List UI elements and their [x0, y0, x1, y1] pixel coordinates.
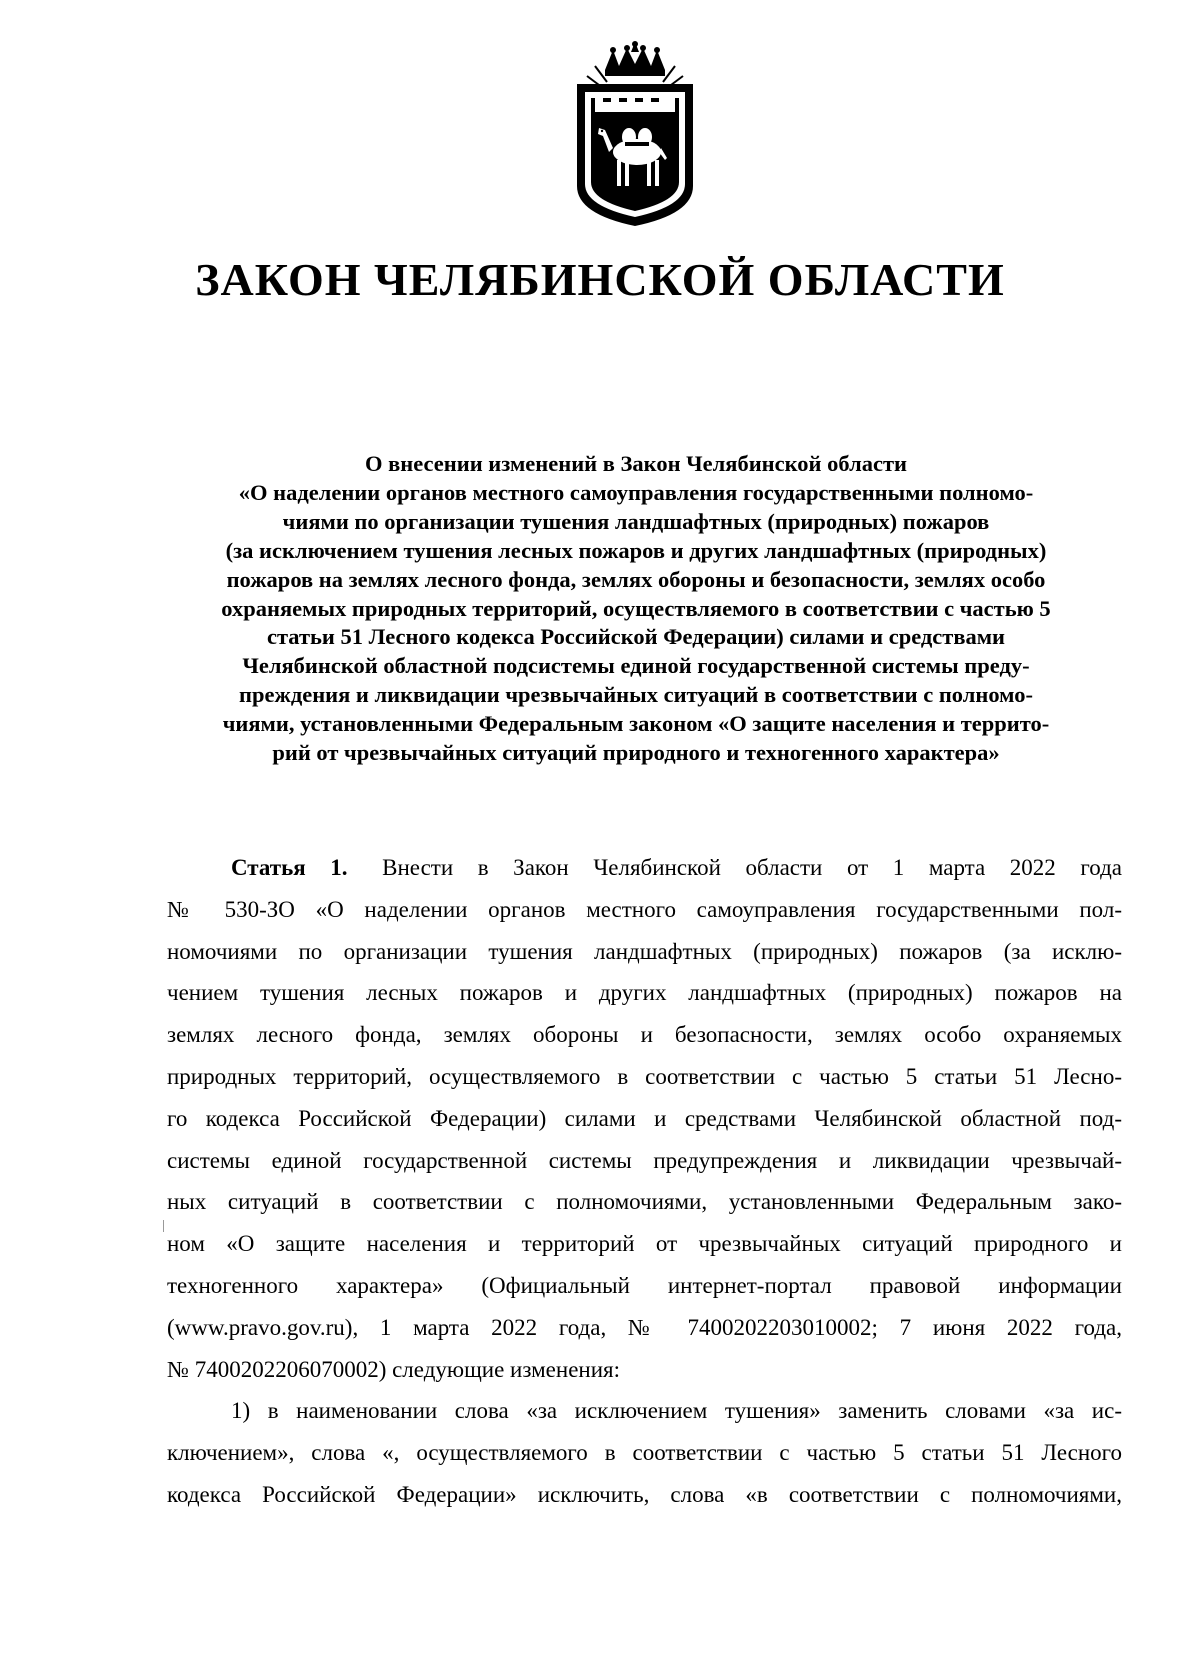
article-1-first-line: [167, 847, 1122, 889]
subject-line: статьи 51 Лесного кодекса Российской Федерации) силами и средствами: [266, 624, 1006, 650]
article-text-line: № 530-ЗО «О наделении органов местного самоуправления государственными пол-: [167, 896, 1122, 922]
subject-line: пожаров на землях лесного фонда, землях обороны и безопасности, землях особо: [226, 566, 1046, 592]
article-label: Статья 1.: [231, 855, 348, 880]
subject-line: чиями, установленными Федеральным законом «О защите населения и террито-: [222, 711, 1050, 737]
article-text-line: чением тушения лесных пожаров и других ландшафтных (природных) пожаров на: [167, 980, 1122, 1006]
subject-line: рий от чрезвычайных ситуаций природного и техногенного характера»: [272, 740, 1000, 766]
item-text-line: кодекса Российской Федерации» исключить, слова «в соответствии с полномочиями,: [167, 1481, 1122, 1507]
law-subject: [150, 450, 1122, 768]
subject-line: Челябинской областной подсистемы единой государственной системы преду-: [242, 653, 1030, 679]
subject-line: «О наделении органов местного самоуправления государственными полномо-: [238, 479, 1034, 505]
article-text-line: ных ситуаций в соответствии с полномочиями, установленными Федеральным зако-: [167, 1189, 1122, 1215]
subject-line: (за исключением тушения лесных пожаров и других ландшафтных (природных): [225, 537, 1047, 563]
chelyabinsk-coat-of-arms-icon: [565, 36, 705, 231]
law-title: ЗАКОН ЧЕЛЯБИНСКОЙ ОБЛАСТИ: [195, 254, 1005, 305]
subject-line: охраняемых природных территорий, осуществляемого в соответствии с частью 5: [221, 595, 1051, 621]
margin-mark: [163, 1220, 164, 1232]
article-text-line: (www.pravo.gov.ru), 1 марта 2022 года, № 7400202203010002; 7 июня 2022 года,: [167, 1314, 1122, 1340]
subject-line: преждения и ликвидации чрезвычайных ситуаций в соответствии с полномо-: [239, 682, 1033, 708]
subject-line: О внесении изменений в Закон Челябинской области: [365, 451, 907, 476]
article-text-line: системы единой государственной системы предупреждения и ликвидации чрезвычай-: [167, 1147, 1122, 1173]
subject-line: чиями по организации тушения ландшафтных (природных) пожаров: [282, 508, 990, 534]
item-1-first-line: 1) в наименовании слова «за исключением тушения» заменить словами «за ис-: [231, 1398, 1122, 1424]
article-text-line: номочиями по организации тушения ландшафтных (природных) пожаров (за исклю-: [167, 938, 1122, 964]
article-text-line: № 7400202206070002) следующие изменения:: [167, 1356, 620, 1382]
law-body: [167, 847, 1122, 1516]
article-text: Внести в Закон Челябинской области от 1 марта 2022 года: [382, 855, 1123, 880]
article-text-line: го кодекса Российской Федерации) силами и средствами Челябинской областной под-: [167, 1105, 1122, 1131]
article-text-line: техногенного характера» (Официальный интернет-портал правовой информации: [167, 1272, 1122, 1298]
article-text-line: землях лесного фонда, землях обороны и безопасности, землях особо охраняемых: [167, 1022, 1122, 1048]
item-text-line: ключением», слова «, осуществляемого в соответствии с частью 5 статьи 51 Лесного: [167, 1440, 1122, 1466]
article-text-line: природных территорий, осуществляемого в соответствии с частью 5 статьи 51 Лесно-: [167, 1063, 1122, 1089]
article-text-line: ном «О защите населения и территорий от чрезвычайных ситуаций природного и: [167, 1231, 1122, 1257]
